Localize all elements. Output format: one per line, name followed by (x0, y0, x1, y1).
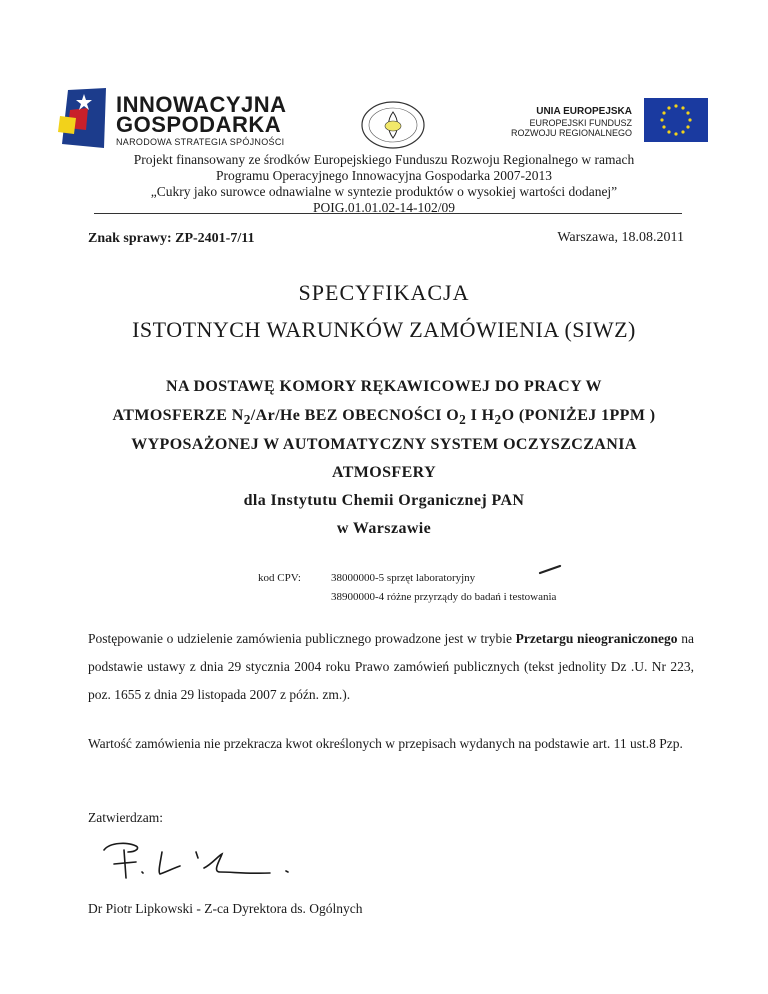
title-line2: ISTOTNYCH WARUNKÓW ZAMÓWIENIA (SIWZ) (132, 317, 636, 342)
eu-line2: EUROPEJSKI FUNDUSZ (529, 118, 632, 128)
eu-flag-icon (644, 98, 708, 142)
eu-line3: ROZWOJU REGIONALNEGO (510, 128, 632, 138)
place-date: Warszawa, 18.08.2011 (557, 230, 684, 245)
header-divider (94, 213, 682, 214)
project-line3: „Cukry jako surowce odnawialne w syntezie produktów o wysokiej wartości dodanej” (150, 184, 618, 199)
institute-seal-icon (360, 100, 426, 150)
ig-title-line2: GOSPODARKA (116, 112, 282, 137)
title-line1: SPECYFIKACJA (298, 280, 470, 305)
procedure-paragraph: Postępowanie o udzielenie zamówienia publicznego prowadzone jest w trybie Przetargu nieograniczonego na podstawie ustawy z dnia 29 stycznia 2004 roku Prawo zamówień publicznych (tekst jednolity Dz .U. Nr 223, poz. 1655 z dnia 29 listopada 2007 z późn. zm.). (88, 631, 694, 702)
eu-title: UNIA EUROPEJSKA (536, 106, 632, 117)
subject-line4: ATMOSFERY (331, 464, 437, 481)
innowacyjna-gospodarka-logo-icon (58, 88, 108, 150)
project-description (60, 152, 708, 216)
pen-mark-icon (538, 563, 562, 575)
subject-line1: NA DOSTAWĘ KOMORY RĘKAWICOWEJ DO PRACY W (166, 378, 602, 395)
case-number: Znak sprawy: ZP-2401-7/11 (88, 231, 255, 246)
project-line1: Projekt finansowany ze środków Europejskiego Funduszu Rozwoju Regionalnego w ramach (133, 152, 635, 167)
cpv-code-2: 38900000-4 różne przyrządy do badań i testowania (331, 591, 557, 603)
project-line2: Programu Operacyjnego Innowacyjna Gospodarka 2007-2013 (216, 168, 552, 183)
approval-label: Zatwierdzam: (88, 810, 163, 825)
subject-line6: w Warszawie (336, 520, 432, 537)
signer-name: Dr Piotr Lipkowski - Z-ca Dyrektora ds. Ogólnych (88, 901, 363, 916)
subject-line3: WYPOSAŻONEJ W AUTOMATYCZNY SYSTEM OCZYSZCZANIA (131, 436, 637, 453)
cpv-code-1: 38000000-5 sprzęt laboratoryjny (331, 572, 476, 584)
ig-title-line1: INNOWACYJNA (116, 92, 287, 117)
value-paragraph: Wartość zamówienia nie przekracza kwot określonych w przepisach wydanych na podstawie art. 11 ust.8 Pzp. (88, 736, 683, 751)
ig-subtitle: NARODOWA STRATEGIA SPÓJNOŚCI (116, 137, 285, 147)
project-line4: POIG.01.01.02-14-102/09 (312, 200, 456, 215)
handwritten-signature-icon (100, 838, 310, 886)
subject-line2: ATMOSFERZE $N_2/Ar/He$ BEZ OBECNOŚCI $O_2$ I $H_2O$ (PONIŻEJ 1PPM ) (112, 407, 656, 428)
subject-line5: dla Instytutu Chemii Organicznej PAN (243, 492, 525, 509)
cpv-label: kod CPV: (258, 572, 301, 584)
